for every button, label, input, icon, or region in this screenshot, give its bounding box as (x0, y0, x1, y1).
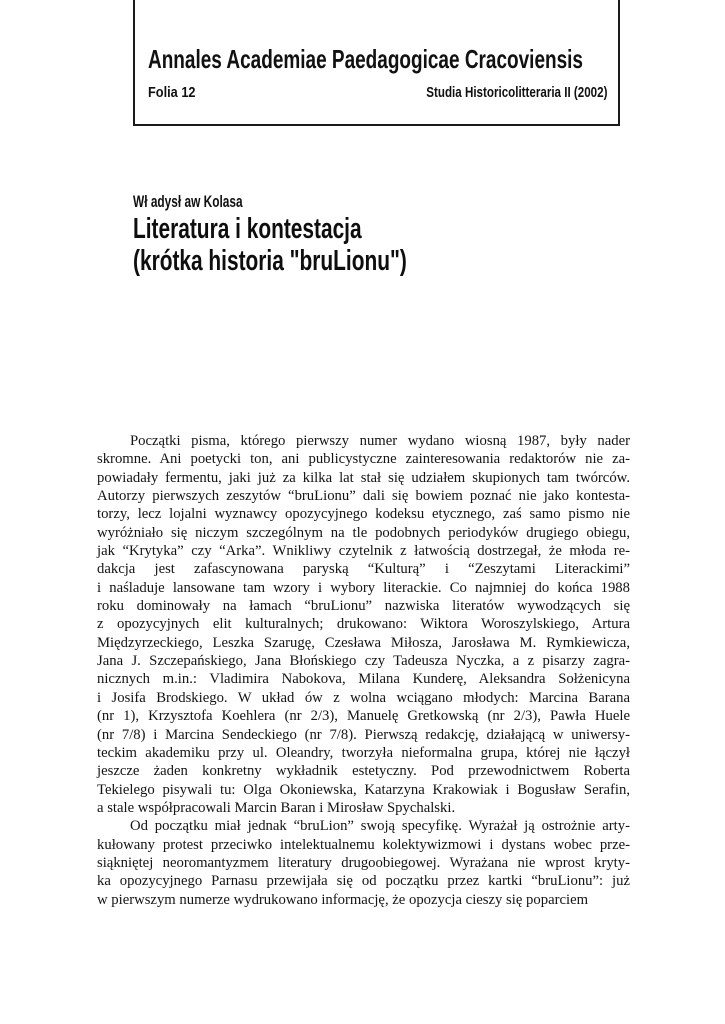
text-line: Początki pisma, którego pierwszy numer wydano wiosną 1987, były nader (130, 433, 630, 449)
text-line: a stale współpracowali Marcin Baran i Mirosław Spychalski. (97, 799, 456, 816)
author-name: Wł adysł aw Kolasa (133, 193, 243, 211)
text-line: ka opozycyjnego Parnasu przewijała się od początku przez kartki “bruLionu”: już (97, 873, 630, 890)
folia-label: Folia 12 (148, 85, 196, 101)
text-line: powiadały fermentu, jaki już za kilka lat stał się udziałem skupionych tam twórców. (97, 469, 630, 486)
text-line: Międzyrzeckiego, Leszka Szarugę, Czesława Miłosza, Jarosława M. Rymkiewicza, (97, 634, 630, 651)
text-line: torzy, lecz lojalni wyznawcy opozycyjnego kodeksu etycznego, zaś samo pismo nie (97, 506, 630, 523)
text-line: Autorzy pierwszych zeszytów “bruLionu” dali się bowiem poznać nie jako kontesta- (97, 488, 630, 505)
article-title-line-1: Literatura i kontestacja (133, 213, 362, 245)
body-text (97, 432, 630, 909)
text-line: i naśladuje lansowane tam wzory i wybory literackie. Co najmniej do końca 1988 (97, 579, 630, 596)
text-line: (nr 7/8) i Marcina Sendeckiego (nr 7/8). Pierwszą redakcję, działającą w uniwersy- (97, 726, 630, 743)
text-line: jak “Krytyka” czy “Arka”. Wnikliwy czytelnik z łatwością dostrzegał, że młoda re- (97, 543, 630, 560)
journal-title: Annales Academiae Paedagogicae Cracoviensis (148, 44, 583, 74)
text-line: skromne. Ani poetycki ton, ani publicystyczne zainteresowania redaktorów nie za- (97, 451, 630, 468)
text-line: jeszcze żaden konkretny wykładnik estetyczny. Pod przewodnictwem Roberta (97, 763, 630, 780)
text-line: nicznych m.in.: Vladimira Nabokova, Milana Kunderę, Aleksandra Sołżenicyna (97, 671, 630, 688)
journal-header-box (133, 0, 620, 126)
text-line: wyróżniało się niczym szczególnym na tle podobnych periodyków drugiego obiegu, (97, 524, 630, 541)
text-line: Od początku miał jednak “bruLion” swoją specyfikę. Wyrażał ją ostrożnie arty- (130, 818, 630, 835)
text-line: kułowany protest przeciwko intelektualnemu kolektywizmowi i dystans wobec prze- (97, 836, 630, 853)
text-line: roku dominowały na łamach “bruLionu” nazwiska literatów wywodzących się (97, 598, 630, 615)
article-title (133, 214, 407, 277)
text-line: teckim akademiku przy ul. Oleandry, tworzyła nieformalna grupa, której nie łączył (97, 744, 630, 761)
series-label: Studia Historicolitteraria II (2002) (425, 85, 607, 101)
text-line: Jana J. Szczepańskiego, Jana Błońskiego czy Tadeusza Nyczka, a z pisarzy zagra- (97, 653, 630, 670)
text-line: Tekielego pisywali tu: Olga Okoniewska, Katarzyna Krakowiak i Bogusław Serafin, (97, 781, 630, 798)
text-line: i Josifa Brodskiego. W układ ów z wolna wciągano młodych: Marcina Barana (97, 689, 630, 706)
text-line: dakcja jest zafascynowana paryską “Kulturą” i “Zeszytami Literackimi” (97, 561, 630, 578)
text-line: siąkniętej neoromantyzmem literatury drugoobiegowej. Wyrażana nie wprost kryty- (97, 854, 630, 871)
text-line: w pierwszym numerze wydrukowano informację, że opozycja cieszy się poparciem (97, 891, 589, 908)
text-line: (nr 1), Krzysztofa Koehlera (nr 2/3), Manuelę Gretkowską (nr 2/3), Pawła Huele (97, 708, 630, 725)
text-line: z opozycyjnych elit kulturalnych; drukowano: Wiktora Woroszylskiego, Artura (97, 616, 630, 633)
article-title-line-2: (krótka historia "bruLionu") (133, 244, 407, 277)
